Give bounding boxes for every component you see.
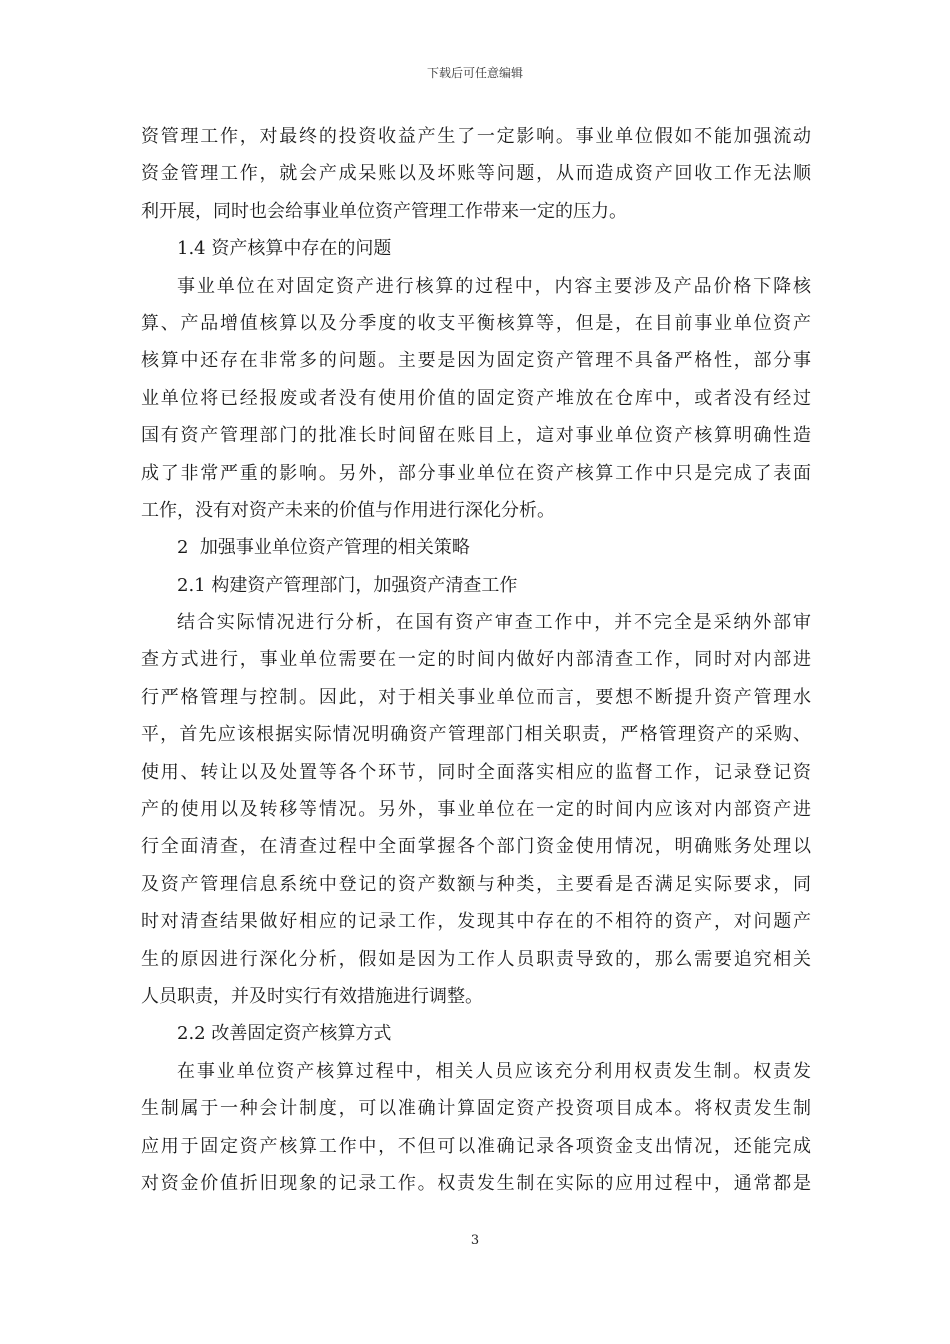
- text-line: 工作，没有对资产未来的价值与作用进行深化分析。: [141, 499, 555, 521]
- text-line: 结合实际情况进行分析，在国有资产审查工作中，并不完全是采纳外部审: [177, 612, 811, 634]
- section-heading: 1.4 资产核算中存在的问题: [177, 238, 392, 260]
- text-line: 成了非常严重的影响。另外，部分事业单位在资产核算工作中只是完成了表面: [141, 462, 811, 484]
- paragraph: [141, 268, 811, 530]
- text-line: 产的使用以及转移等情况。另外，事业单位在一定的时间内应该对内部资产进: [141, 799, 811, 821]
- text-line: 事业单位在对固定资产进行核算的过程中，内容主要涉及产品价格下降核: [177, 275, 811, 297]
- text-line: 应用于固定资产核算工作中，不但可以准确记录各项资金支出情况，还能完成: [141, 1135, 811, 1157]
- text-line: 国有资产管理部门的批准长时间留在账目上，這对事业单位资产核算明确性造: [141, 425, 811, 447]
- text-line: 平，首先应该根据实际情况明确资产管理部门相关职责，严格管理资产的采购、: [141, 724, 811, 746]
- page-number: 3: [470, 1233, 480, 1248]
- paragraph: [141, 118, 811, 230]
- text-line: 人员职责，并及时实行有效措施进行调整。: [141, 985, 483, 1007]
- section-heading: 2.1 构建资产管理部门，加强资产清查工作: [177, 574, 518, 596]
- paragraph: [141, 1053, 811, 1203]
- text-line: 业单位将已经报废或者没有使用价值的固定资产堆放在仓库中，或者没有经过: [141, 387, 811, 409]
- text-line: 算、产品增值核算以及分季度的收支平衡核算等，但是，在目前事业单位资产: [141, 312, 811, 334]
- section-heading: 2 加强事业单位资产管理的相关策略: [177, 537, 470, 559]
- text-line: 时对清查结果做好相应的记录工作，发现其中存在的不相符的资产，对问题产: [141, 911, 811, 933]
- text-line: 查方式进行，事业单位需要在一定的时间内做好内部清查工作，同时对内部进: [141, 649, 811, 671]
- page-header: 下载后可任意编辑: [426, 66, 523, 80]
- text-line: 使用、转让以及处置等各个环节，同时全面落实相应的监督工作，记录登记资: [141, 761, 811, 783]
- text-line: 核算中还存在非常多的问题。主要是因为固定资产管理不具备严格性，部分事: [141, 350, 811, 372]
- document-body: [141, 118, 811, 1202]
- text-line: 行严格管理与控制。因此，对于相关事业单位而言，要想不断提升资产管理水: [141, 686, 811, 708]
- text-line: 及资产管理信息系统中登记的资产数额与种类，主要看是否满足实际要求，同: [141, 873, 811, 895]
- text-line: 行全面清查，在清查过程中全面掌握各个部门资金使用情况，明确账务处理以: [141, 836, 811, 858]
- text-line: 资管理工作，对最终的投资收益产生了一定影响。事业单位假如不能加强流动: [141, 126, 811, 147]
- section-heading: 2.2 改善固定资产核算方式: [177, 1023, 392, 1045]
- text-line: 生的原因进行深化分析，假如是因为工作人员职责导致的，那么需要追究相关: [141, 948, 811, 970]
- text-line: 资金管理工作，就会产成呆账以及坏账等问题，从而造成资产回收工作无法顺: [141, 163, 811, 185]
- text-line: 生制属于一种会计制度，可以准确计算固定资产投资项目成本。将权责发生制: [141, 1098, 811, 1120]
- text-line: 利开展，同时也会给事业单位资产管理工作带来一定的压力。: [141, 200, 627, 222]
- text-line: 对资金价值折旧现象的记录工作。权责发生制在实际的应用过程中，通常都是: [141, 1172, 811, 1194]
- text-line: 在事业单位资产核算过程中，相关人员应该充分利用权责发生制。权责发: [177, 1060, 811, 1082]
- paragraph: [141, 604, 811, 1015]
